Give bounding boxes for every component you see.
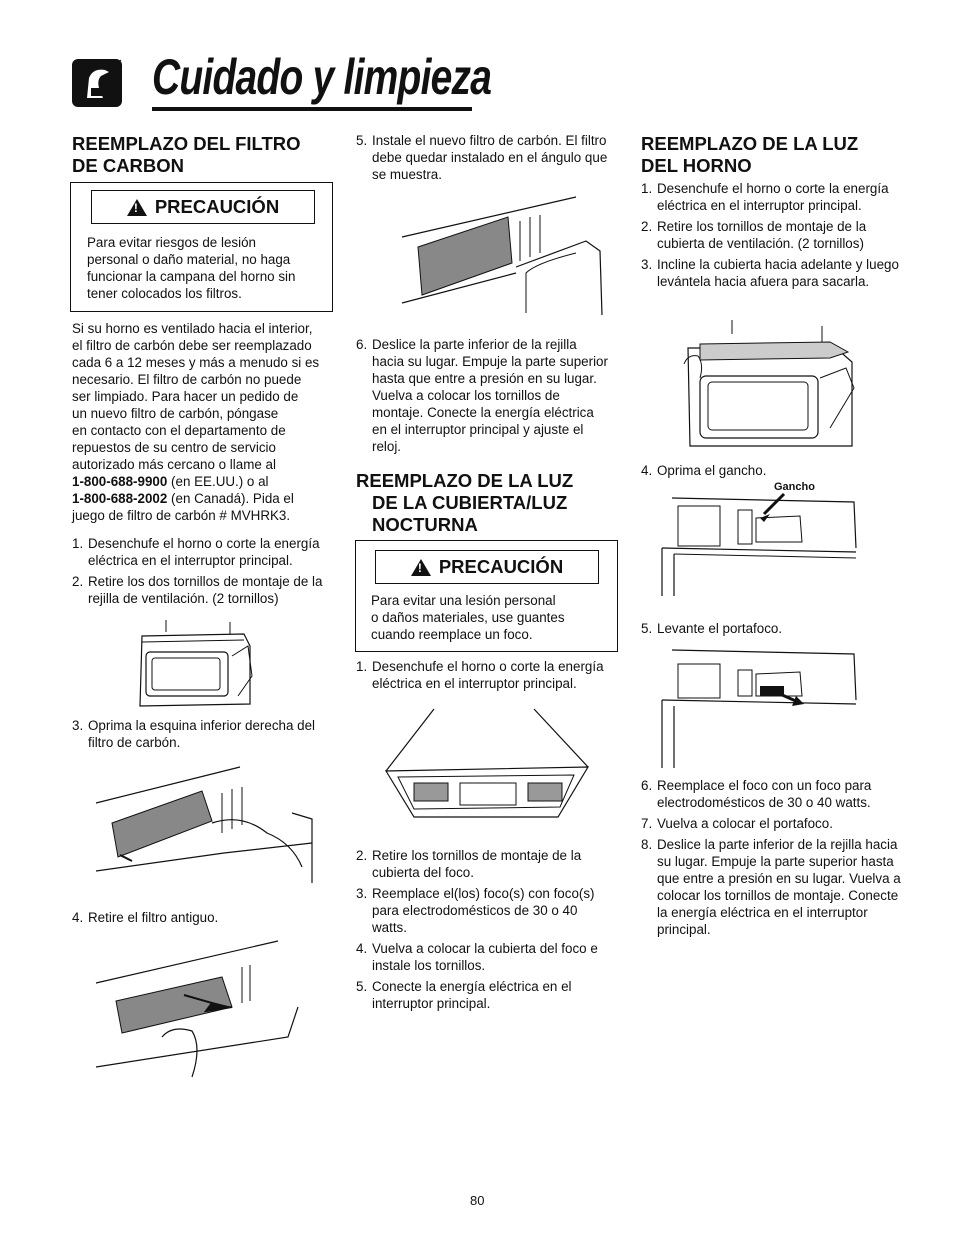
illustration-tilt-cover	[680, 318, 858, 450]
list-item: 5. Levante el portafoco.	[641, 621, 783, 636]
cleaning-logo-icon	[71, 58, 123, 108]
intro-paragraph: Si su horno es ventilado hacia el interior, el filtro de carbón debe ser reemplazado cada 6 a 12 meses y más a menudo si es necesario. El filtro de carbón no puede ser limpiado. Para hacer un pedido de un nuevo filtro de carbón, póngase en contacto con el departamento de repuestos de su centro de servicio autorizado más cercano o llame al 1-800-688-9900 (en EE.UU.) o al 1-800-688-2002 (en Canadá). Pida el juego de filtro de carbón # MVHRK3.	[72, 321, 320, 523]
caution-text: Para evitar riesgos de lesión personal o daño material, no haga funcionar la campana del horno sin tener colocados los filtros.	[87, 235, 296, 301]
list-item: 4. Retire el filtro antiguo.	[72, 910, 219, 925]
illustration-remove-filter	[92, 937, 314, 1079]
illustration-install-filter	[396, 193, 614, 317]
list-item: 6. Deslice la parte inferior de la rejilla hacia su lugar. Empuje la parte superior hasta que entre a presión en su lugar. Vuelva a colocar los tornillos de montaje. Conecte la energía eléctrica en el interruptor principal y ajuste el reloj.	[356, 337, 608, 454]
illustration-lift-socket	[660, 644, 860, 768]
illustration-remove-screws	[132, 616, 260, 708]
warning-icon	[411, 559, 431, 576]
list-item: 5. Instale el nuevo filtro de carbón. El filtro debe quedar instalado en el ángulo que se muestra.	[356, 133, 608, 182]
phone-us: 1-800-688-9900	[72, 474, 168, 489]
list-item: 2. Retire los tornillos de montaje de la cubierta del foco.	[356, 848, 582, 880]
column-1	[72, 133, 334, 177]
page-title: Cuidado y limpieza	[152, 49, 492, 105]
section-heading: REEMPLAZO DE LA LUZ DEL HORNO	[641, 133, 859, 176]
list-item: 6. Reemplace el foco con un foco para electrodomésticos de 30 o 40 watts.	[641, 778, 872, 810]
page-number: 80	[470, 1193, 485, 1208]
list-item: 5. Conecte la energía eléctrica en el interruptor principal.	[356, 979, 572, 1011]
warning-icon	[127, 199, 147, 216]
title-underline	[152, 107, 472, 111]
illustration-press-hook	[660, 492, 860, 596]
list-item: 4. Oprima el gancho.	[641, 463, 767, 478]
list-item: 8. Deslice la parte inferior de la rejilla hacia su lugar. Empuje la parte superior hasta que entre a presión en su lugar. Vuelva a colocar los tornillos de montaje. Conecte la energía eléctrica en el interruptor principal.	[641, 837, 901, 937]
caution-header: ! PRECAUCIÓN	[91, 190, 315, 224]
section-heading: REEMPLAZO DE LA LUZ DE LA CUBIERTA/LUZ NOCTURNA	[356, 470, 574, 535]
list-item: 3. Oprima la esquina inferior derecha del filtro de carbón.	[72, 718, 316, 750]
list-item: 2. Retire los tornillos de montaje de la cubierta de ventilación. (2 tornillos)	[641, 219, 867, 251]
caution-header: ! PRECAUCIÓN	[375, 550, 599, 584]
illustration-cooktop-light	[384, 703, 590, 829]
list-item: 7. Vuelva a colocar el portafoco.	[641, 816, 833, 831]
list-item: 4. Vuelva a colocar la cubierta del foco e instale los tornillos.	[356, 941, 598, 973]
list-item: 3. Reemplace el(los) foco(s) con foco(s) para electrodomésticos de 30 o 40 watts.	[356, 886, 595, 935]
steps-list	[641, 777, 903, 942]
caution-text: Para evitar una lesión personal o daños materiales, use guantes cuando reemplace un foco.	[371, 593, 565, 642]
list-item: 1. Desenchufe el horno o corte la energía eléctrica en el interruptor principal.	[356, 659, 604, 691]
list-item: 1. Desenchufe el horno o corte la energía eléctrica en el interruptor principal.	[72, 536, 320, 568]
steps-list	[356, 847, 614, 1016]
steps-list	[72, 535, 334, 611]
list-item: 2. Retire los dos tornillos de montaje de la rejilla de ventilación. (2 tornillos)	[72, 574, 323, 606]
steps-list	[641, 180, 903, 294]
illustration-press-filter	[92, 763, 314, 887]
list-item: 3. Incline la cubierta hacia adelante y luego levántela hacia afuera para sacarla.	[641, 257, 899, 289]
phone-canada: 1-800-688-2002	[72, 491, 168, 506]
list-item: 1. Desenchufe el horno o corte la energía eléctrica en el interruptor principal.	[641, 181, 889, 213]
gancho-label: Gancho	[774, 481, 815, 493]
section-heading: REEMPLAZO DEL FILTRO DE CARBON	[72, 133, 301, 176]
